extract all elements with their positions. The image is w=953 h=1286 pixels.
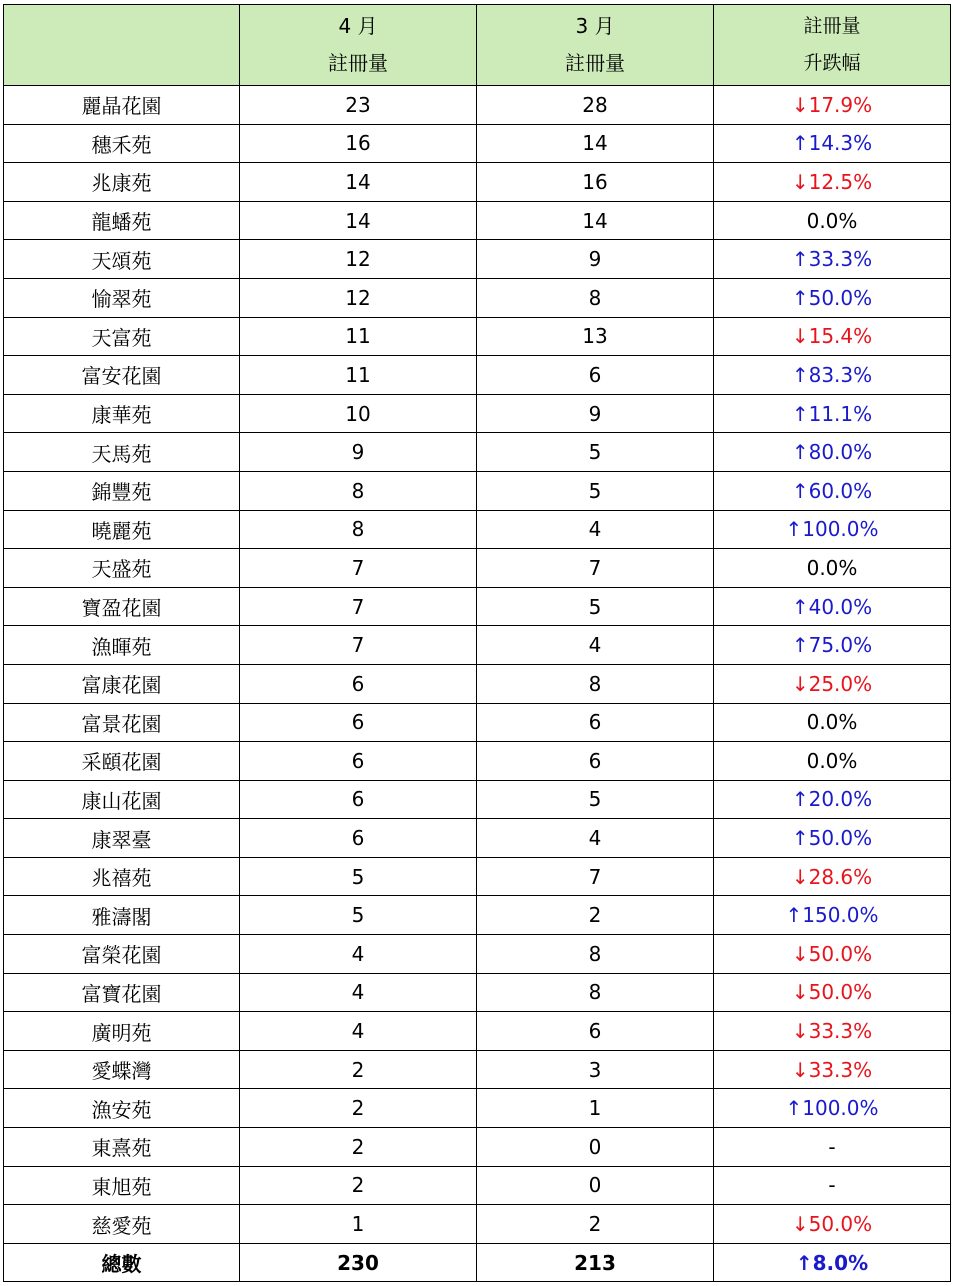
change-cell: ↓50.0% — [714, 935, 951, 974]
march-count-cell: 6 — [477, 356, 714, 395]
table-row — [4, 433, 951, 472]
table-row — [4, 780, 951, 819]
estate-name-cell: 兆禧苑 — [4, 857, 240, 896]
estate-name-cell: 天馬苑 — [4, 433, 240, 472]
table-row — [4, 549, 951, 588]
march-count-cell: 5 — [477, 780, 714, 819]
change-cell: ↑20.0% — [714, 780, 951, 819]
table-row — [4, 626, 951, 665]
change-cell: ↑100.0% — [714, 510, 951, 549]
march-count-cell: 6 — [477, 742, 714, 781]
march-count-cell: 0 — [477, 1166, 714, 1205]
march-count-cell: 9 — [477, 240, 714, 279]
march-count-cell: 6 — [477, 703, 714, 742]
change-cell: ↓15.4% — [714, 317, 951, 356]
march-count-cell: 14 — [477, 201, 714, 240]
change-cell: ↓33.3% — [714, 1050, 951, 1089]
march-count-cell: 4 — [477, 510, 714, 549]
change-cell: 0.0% — [714, 703, 951, 742]
march-count-cell: 2 — [477, 896, 714, 935]
estate-name-cell: 寶盈花園 — [4, 587, 240, 626]
estate-name-cell: 兆康苑 — [4, 163, 240, 202]
change-cell: ↑60.0% — [714, 471, 951, 510]
estate-name-cell: 康翠臺 — [4, 819, 240, 858]
change-cell: - — [714, 1128, 951, 1167]
march-count-cell: 0 — [477, 1128, 714, 1167]
table-row — [4, 317, 951, 356]
march-count-cell: 9 — [477, 394, 714, 433]
march-count-cell: 1 — [477, 1089, 714, 1128]
estate-name-cell: 東旭苑 — [4, 1166, 240, 1205]
april-count-cell: 8 — [240, 510, 477, 549]
april-count-cell: 230 — [240, 1243, 477, 1282]
april-count-cell: 14 — [240, 163, 477, 202]
march-count-cell: 8 — [477, 664, 714, 703]
march-count-cell: 14 — [477, 124, 714, 163]
march-count-cell: 3 — [477, 1050, 714, 1089]
march-count-cell: 7 — [477, 857, 714, 896]
estate-name-cell: 錦豐苑 — [4, 471, 240, 510]
table-row — [4, 703, 951, 742]
april-count-cell: 2 — [240, 1050, 477, 1089]
change-cell: 0.0% — [714, 201, 951, 240]
table-row — [4, 86, 951, 125]
table-row — [4, 857, 951, 896]
estate-name-cell: 漁暉苑 — [4, 626, 240, 665]
estate-name-cell: 慈愛苑 — [4, 1205, 240, 1244]
header-change-line1: 註冊量 — [803, 15, 861, 37]
change-cell: ↓17.9% — [714, 86, 951, 125]
change-cell: ↑83.3% — [714, 356, 951, 395]
march-count-cell: 8 — [477, 278, 714, 317]
estate-name-cell: 漁安苑 — [4, 1089, 240, 1128]
april-count-cell: 7 — [240, 626, 477, 665]
estate-name-cell: 康華苑 — [4, 394, 240, 433]
estate-name-cell: 富榮花園 — [4, 935, 240, 974]
estate-name-cell: 龍蟠苑 — [4, 201, 240, 240]
change-cell: 0.0% — [714, 549, 951, 588]
table-row — [4, 471, 951, 510]
header-march — [477, 5, 714, 86]
change-cell: ↓50.0% — [714, 973, 951, 1012]
total-row — [4, 1243, 951, 1282]
march-count-cell: 4 — [477, 626, 714, 665]
estate-name-cell: 曉麗苑 — [4, 510, 240, 549]
table-row — [4, 935, 951, 974]
march-count-cell: 2 — [477, 1205, 714, 1244]
april-count-cell: 4 — [240, 973, 477, 1012]
table-row — [4, 819, 951, 858]
april-count-cell: 2 — [240, 1128, 477, 1167]
march-count-cell: 213 — [477, 1243, 714, 1282]
march-count-cell: 5 — [477, 433, 714, 472]
estate-name-cell: 天富苑 — [4, 317, 240, 356]
estate-name-cell: 富安花園 — [4, 356, 240, 395]
change-cell: ↓12.5% — [714, 163, 951, 202]
april-count-cell: 5 — [240, 896, 477, 935]
change-cell: - — [714, 1166, 951, 1205]
table-row — [4, 163, 951, 202]
april-count-cell: 16 — [240, 124, 477, 163]
march-count-cell: 6 — [477, 1012, 714, 1051]
april-count-cell: 8 — [240, 471, 477, 510]
table-row — [4, 664, 951, 703]
april-count-cell: 9 — [240, 433, 477, 472]
change-cell: ↑33.3% — [714, 240, 951, 279]
april-count-cell: 7 — [240, 587, 477, 626]
header-april-label: 註冊量 — [328, 51, 388, 75]
table-row — [4, 1166, 951, 1205]
header-empty-cell — [4, 5, 240, 86]
march-count-cell: 13 — [477, 317, 714, 356]
april-count-cell: 6 — [240, 819, 477, 858]
april-count-cell: 6 — [240, 664, 477, 703]
estate-name-cell: 富寶花園 — [4, 973, 240, 1012]
estate-name-cell: 采頤花園 — [4, 742, 240, 781]
april-count-cell: 1 — [240, 1205, 477, 1244]
april-count-cell: 6 — [240, 703, 477, 742]
header-april-month: 4 月 — [338, 14, 378, 38]
table-row — [4, 896, 951, 935]
change-cell: ↑75.0% — [714, 626, 951, 665]
april-count-cell: 2 — [240, 1089, 477, 1128]
april-count-cell: 7 — [240, 549, 477, 588]
table-row — [4, 124, 951, 163]
change-cell: ↑50.0% — [714, 819, 951, 858]
change-cell: ↑8.0% — [714, 1243, 951, 1282]
change-cell: ↑11.1% — [714, 394, 951, 433]
change-cell: ↓25.0% — [714, 664, 951, 703]
change-cell: ↑150.0% — [714, 896, 951, 935]
table-row — [4, 510, 951, 549]
march-count-cell: 8 — [477, 973, 714, 1012]
march-count-cell: 28 — [477, 86, 714, 125]
estate-name-cell: 麗晶花園 — [4, 86, 240, 125]
table-row — [4, 1050, 951, 1089]
table-row — [4, 742, 951, 781]
table-row — [4, 1128, 951, 1167]
estate-name-cell: 富康花園 — [4, 664, 240, 703]
april-count-cell: 11 — [240, 356, 477, 395]
march-count-cell: 5 — [477, 471, 714, 510]
table-row — [4, 394, 951, 433]
april-count-cell: 6 — [240, 742, 477, 781]
march-count-cell: 8 — [477, 935, 714, 974]
change-cell: ↓33.3% — [714, 1012, 951, 1051]
april-count-cell: 12 — [240, 278, 477, 317]
table-row — [4, 356, 951, 395]
march-count-cell: 4 — [477, 819, 714, 858]
estate-name-cell: 天頌苑 — [4, 240, 240, 279]
change-cell: ↑40.0% — [714, 587, 951, 626]
estate-name-cell: 東熹苑 — [4, 1128, 240, 1167]
estate-name-cell: 愛蝶灣 — [4, 1050, 240, 1089]
table-row — [4, 1205, 951, 1244]
registration-table — [3, 4, 951, 1282]
table-row — [4, 587, 951, 626]
estate-name-cell: 總數 — [4, 1243, 240, 1282]
estate-name-cell: 穗禾苑 — [4, 124, 240, 163]
april-count-cell: 5 — [240, 857, 477, 896]
march-count-cell: 5 — [477, 587, 714, 626]
april-count-cell: 23 — [240, 86, 477, 125]
table-row — [4, 278, 951, 317]
march-count-cell: 16 — [477, 163, 714, 202]
estate-name-cell: 雅濤閣 — [4, 896, 240, 935]
table-row — [4, 201, 951, 240]
estate-name-cell: 富景花園 — [4, 703, 240, 742]
march-count-cell: 7 — [477, 549, 714, 588]
header-march-label: 註冊量 — [565, 51, 625, 75]
change-cell: ↑80.0% — [714, 433, 951, 472]
table-row — [4, 973, 951, 1012]
estate-name-cell: 天盛苑 — [4, 549, 240, 588]
table-row — [4, 240, 951, 279]
april-count-cell: 11 — [240, 317, 477, 356]
header-change — [714, 5, 951, 86]
april-count-cell: 2 — [240, 1166, 477, 1205]
april-count-cell: 4 — [240, 935, 477, 974]
april-count-cell: 14 — [240, 201, 477, 240]
estate-name-cell: 愉翠苑 — [4, 278, 240, 317]
header-march-month: 3 月 — [575, 14, 615, 38]
estate-name-cell: 康山花園 — [4, 780, 240, 819]
table-row — [4, 1012, 951, 1051]
change-cell: ↓28.6% — [714, 857, 951, 896]
april-count-cell: 4 — [240, 1012, 477, 1051]
table-row — [4, 1089, 951, 1128]
april-count-cell: 6 — [240, 780, 477, 819]
header-row — [4, 5, 951, 86]
april-count-cell: 12 — [240, 240, 477, 279]
change-cell: ↑100.0% — [714, 1089, 951, 1128]
change-cell: ↑50.0% — [714, 278, 951, 317]
change-cell: 0.0% — [714, 742, 951, 781]
header-change-line2: 升跌幅 — [803, 52, 861, 74]
header-april — [240, 5, 477, 86]
change-cell: ↑14.3% — [714, 124, 951, 163]
estate-name-cell: 廣明苑 — [4, 1012, 240, 1051]
change-cell: ↓50.0% — [714, 1205, 951, 1244]
april-count-cell: 10 — [240, 394, 477, 433]
